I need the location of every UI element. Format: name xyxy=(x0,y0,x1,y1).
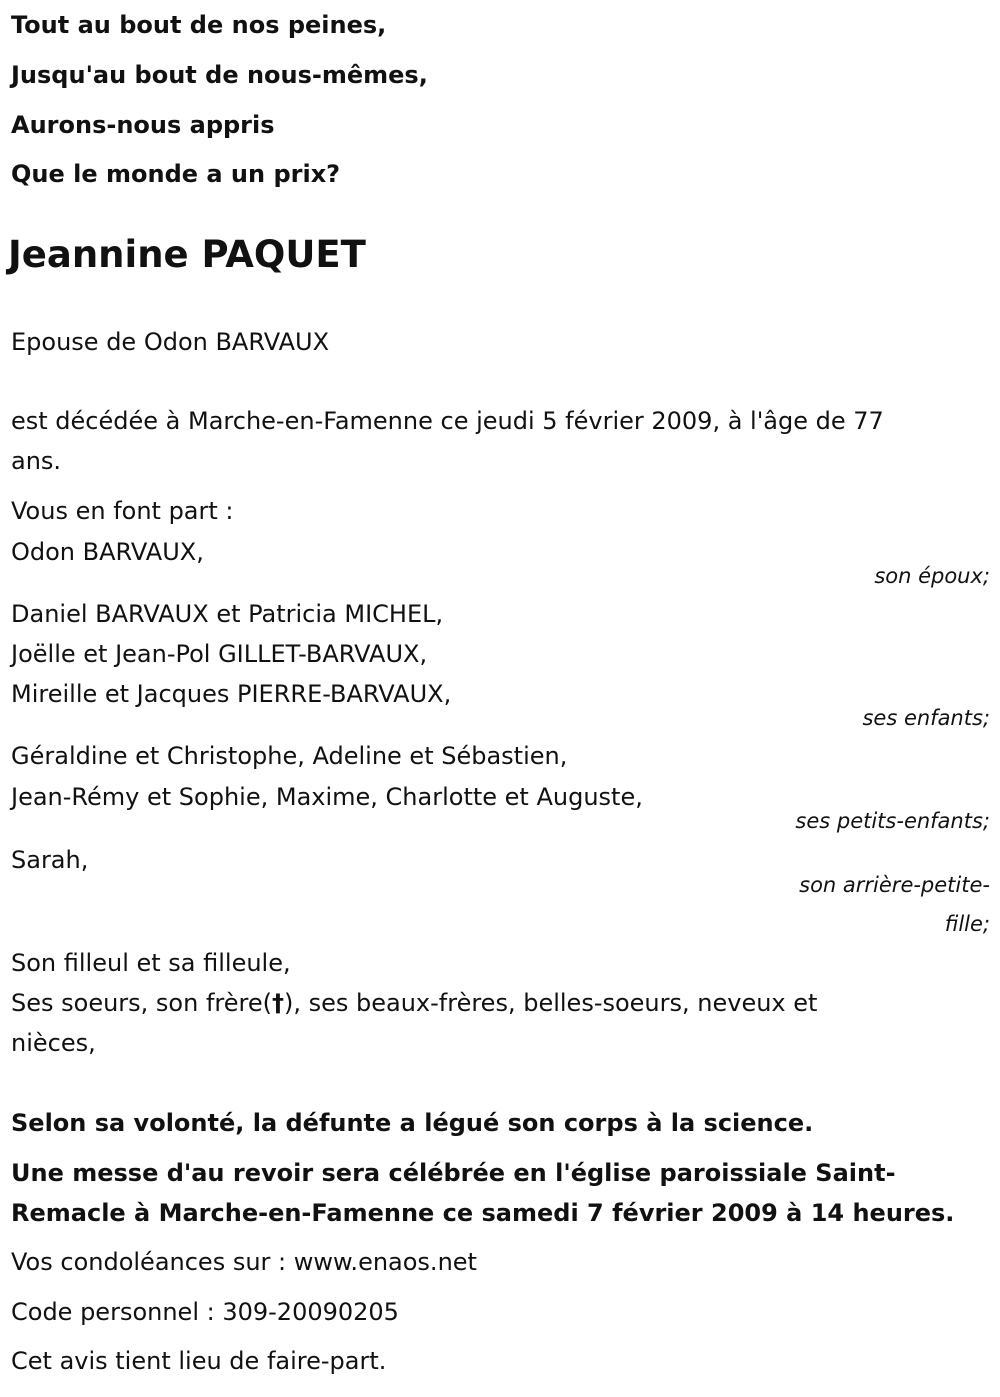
death-notice-line: ans. xyxy=(11,447,62,475)
family-role: ses enfants; xyxy=(862,706,990,730)
others-line: nièces, xyxy=(11,1029,96,1057)
personal-code: Code personnel : 309-20090205 xyxy=(11,1298,399,1326)
family-role: ses petits-enfants; xyxy=(795,809,990,833)
cross-icon: † xyxy=(271,989,284,1017)
family-name-line: Daniel BARVAUX et Patricia MICHEL, xyxy=(11,600,444,628)
family-role: son époux; xyxy=(874,564,990,588)
closing-line: Cet avis tient lieu de faire-part. xyxy=(11,1347,387,1375)
family-name-line: Mireille et Jacques PIERRE-BARVAUX, xyxy=(11,680,452,708)
family-role: son arrière-petite- xyxy=(799,873,990,897)
others-text: Ses soeurs, son frère( xyxy=(11,989,272,1017)
others-line xyxy=(11,988,817,1018)
mass-line: Une messe d'au revoir sera célébrée en l'église paroissiale Saint- xyxy=(11,1159,896,1187)
others-text: ), ses beaux-frères, belles-soeurs, neveux et xyxy=(283,989,818,1017)
family-name-line: Géraldine et Christophe, Adeline et Sébastien, xyxy=(11,742,568,770)
family-role: fille; xyxy=(944,912,990,936)
family-name-line: Jean-Rémy et Sophie, Maxime, Charlotte et Auguste, xyxy=(11,783,643,811)
others-line: Son filleul et sa filleule, xyxy=(11,949,291,977)
death-notice-line: est décédée à Marche-en-Famenne ce jeudi 5 février 2009, à l'âge de 77 xyxy=(11,407,884,435)
spouse-line: Epouse de Odon BARVAUX xyxy=(11,328,330,356)
mass-line: Remacle à Marche-en-Famenne ce samedi 7 février 2009 à 14 heures. xyxy=(11,1199,955,1227)
poem-line: Tout au bout de nos peines, xyxy=(11,11,387,39)
body-donation: Selon sa volonté, la défunte a légué son corps à la science. xyxy=(11,1109,814,1137)
family-name-line: Joëlle et Jean-Pol GILLET-BARVAUX, xyxy=(11,640,428,668)
poem-line: Aurons-nous appris xyxy=(11,111,275,139)
poem-line: Que le monde a un prix? xyxy=(11,160,341,188)
poem-line: Jusqu'au bout de nous-mêmes, xyxy=(11,61,428,89)
condolences-line: Vos condoléances sur : www.enaos.net xyxy=(11,1248,477,1276)
family-name-line: Sarah, xyxy=(11,846,89,874)
deceased-name: Jeannine PAQUET xyxy=(8,233,366,276)
announced-by: Vous en font part : xyxy=(11,497,234,525)
family-name-line: Odon BARVAUX, xyxy=(11,538,204,566)
